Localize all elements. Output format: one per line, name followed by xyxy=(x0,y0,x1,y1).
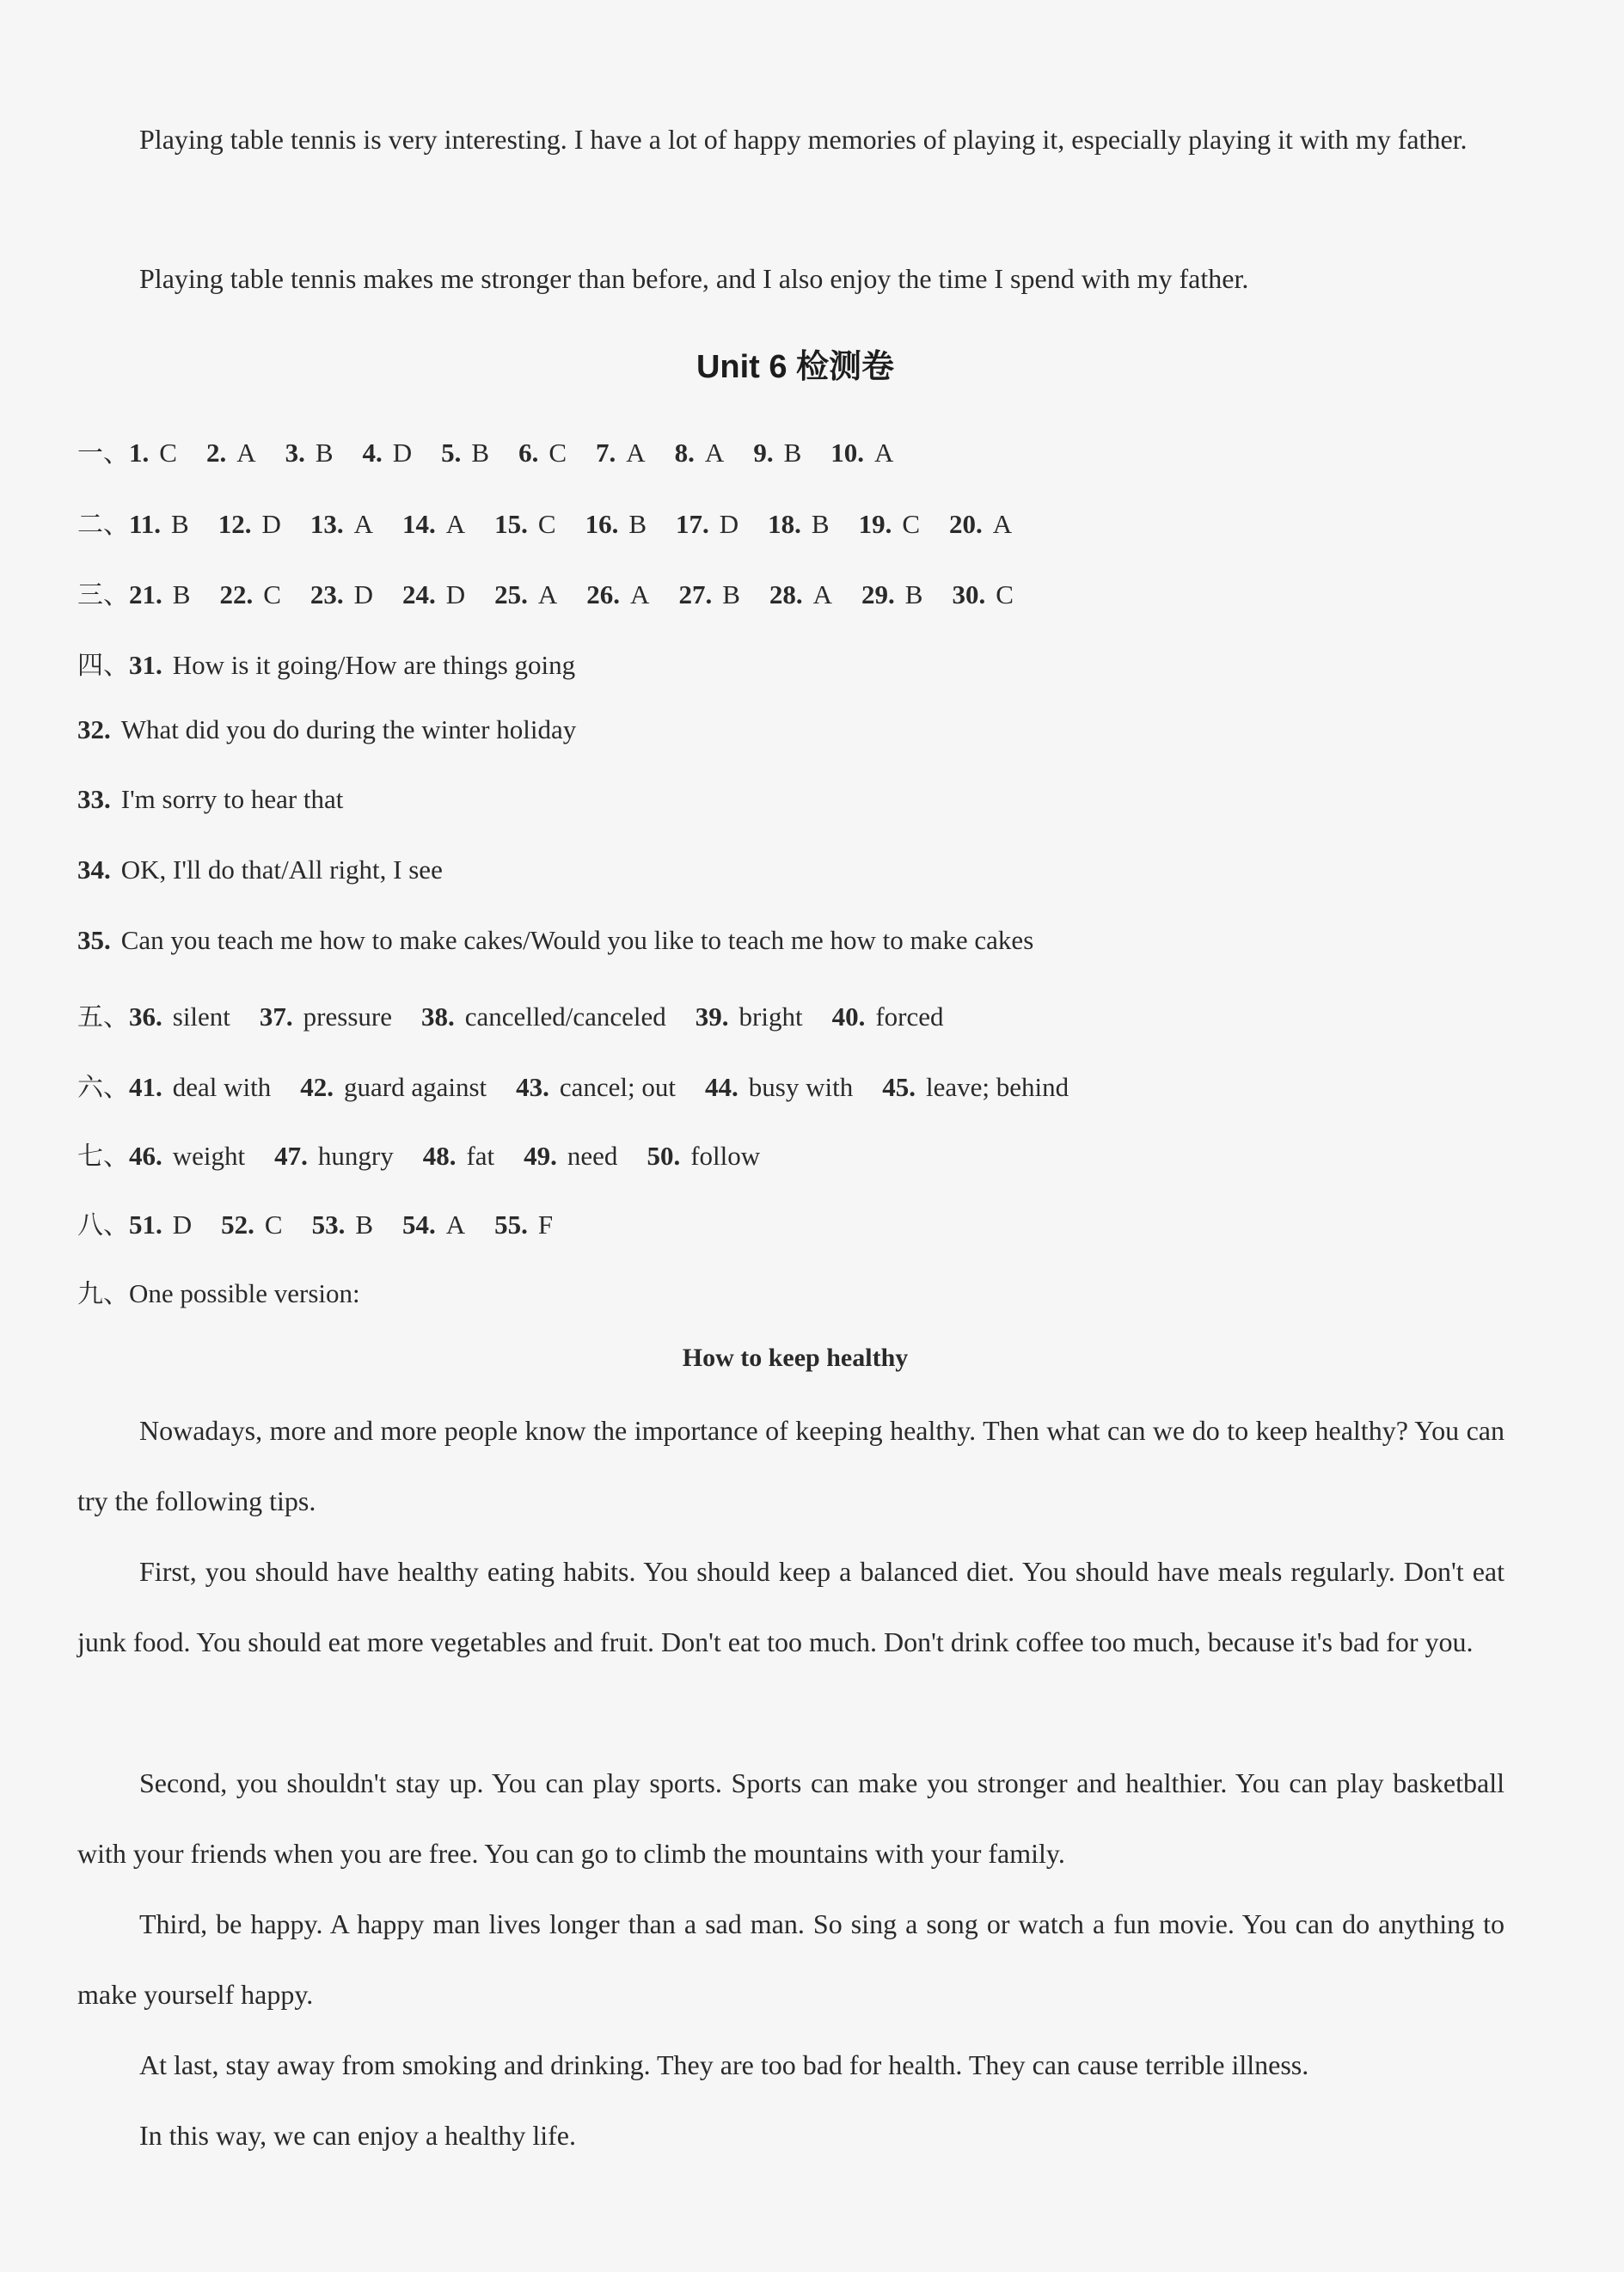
essay-paragraph: Second, you shouldn't stay up. You can play sports. Sports can make you stronger and healthier. You can play basketball with your friends when you are free. You can go to climb the mountains with your family. xyxy=(77,1767,1504,1869)
answer-text: D xyxy=(392,438,413,468)
answer-item xyxy=(300,1072,487,1102)
essay-paragraph: Nowadays, more and more people know the importance of keeping healthy. Then what can we do to keep healthy? You can try the following tips. xyxy=(77,1415,1504,1516)
question-number: 44. xyxy=(705,1072,738,1102)
question-number: 53. xyxy=(311,1209,346,1240)
answer-item xyxy=(882,1072,1069,1102)
answer-item xyxy=(77,784,343,814)
question-number: 34. xyxy=(77,854,111,885)
question-number: 32. xyxy=(77,714,111,744)
answer-item xyxy=(441,438,489,468)
question-number: 49. xyxy=(524,1141,557,1171)
answer-text: A xyxy=(812,579,833,609)
answer-item xyxy=(129,579,190,609)
answer-item xyxy=(129,1209,192,1240)
section-label: 八、 xyxy=(77,1210,129,1240)
answer-text: C xyxy=(996,579,1014,609)
question-number: 21. xyxy=(129,579,162,609)
question-number: 28. xyxy=(769,579,803,609)
answer-item xyxy=(221,1209,282,1240)
question-number: 11. xyxy=(129,509,162,539)
answer-text: bright xyxy=(738,1001,803,1032)
answer-text: B xyxy=(355,1209,374,1240)
question-number: 27. xyxy=(678,579,713,609)
answer-text: A xyxy=(992,509,1013,539)
question-number: 1. xyxy=(129,438,150,468)
answer-item xyxy=(494,1209,553,1240)
answer-item xyxy=(678,579,739,609)
question-number: 25. xyxy=(494,579,528,609)
answer-text: leave; behind xyxy=(925,1072,1069,1102)
question-number: 45. xyxy=(882,1072,916,1102)
answer-item xyxy=(402,509,465,539)
answer-item xyxy=(675,438,725,468)
answer-text: C xyxy=(264,1209,283,1240)
answer-text: C xyxy=(263,579,281,609)
question-number: 33. xyxy=(77,784,111,814)
question-number: 48. xyxy=(422,1141,457,1171)
essay-paragraph: Third, be happy. A happy man lives longer than a sad man. So sing a song or watch a fun movie. You can do anything to make yourself happy. xyxy=(77,1908,1504,2010)
question-number: 14. xyxy=(402,509,436,539)
answer-item xyxy=(861,579,922,609)
answer-text: C xyxy=(548,438,567,468)
answer-text: A xyxy=(630,579,650,609)
question-number: 10. xyxy=(830,438,864,468)
answer-text: OK, I'll do that/All right, I see xyxy=(120,854,443,885)
question-number: 7. xyxy=(596,438,616,468)
answer-row xyxy=(77,925,1063,956)
answer-text: D xyxy=(353,579,374,609)
answer-item xyxy=(832,1001,944,1032)
answer-item xyxy=(402,1209,465,1240)
answer-item xyxy=(218,509,281,539)
answer-text: A xyxy=(874,438,894,468)
section-label: 九、 xyxy=(77,1279,129,1309)
answer-text: A xyxy=(626,438,646,468)
section-label: 七、 xyxy=(77,1142,129,1172)
answer-text: D xyxy=(172,1209,193,1240)
answer-item xyxy=(129,1001,230,1032)
answer-text: D xyxy=(719,509,739,539)
answer-item xyxy=(129,438,177,468)
answer-item xyxy=(949,509,1012,539)
question-number: 6. xyxy=(518,438,539,468)
answer-text: B xyxy=(904,579,923,609)
answer-text: B xyxy=(722,579,740,609)
question-number: 40. xyxy=(831,1001,866,1032)
question-number: 5. xyxy=(441,438,462,468)
answer-row xyxy=(77,644,604,682)
answer-item xyxy=(696,1001,803,1032)
answer-text: fat xyxy=(466,1141,495,1171)
answer-text: A xyxy=(704,438,725,468)
answer-item xyxy=(859,509,920,539)
question-number: 51. xyxy=(129,1209,162,1240)
question-number: 29. xyxy=(861,579,895,609)
question-number: 13. xyxy=(309,509,344,539)
answer-text: silent xyxy=(172,1001,230,1032)
answer-text: B xyxy=(471,438,490,468)
answer-item xyxy=(77,925,1033,955)
question-number: 18. xyxy=(768,509,801,539)
question-number: 9. xyxy=(753,438,774,468)
answer-item xyxy=(596,438,646,468)
answer-item xyxy=(206,438,256,468)
question-number: 50. xyxy=(647,1141,681,1171)
answer-text: B xyxy=(783,438,802,468)
answer-item xyxy=(285,438,334,468)
answer-item xyxy=(647,1141,760,1171)
answer-text: B xyxy=(172,579,191,609)
answer-item xyxy=(129,1072,271,1102)
answer-item xyxy=(129,509,189,539)
answer-item xyxy=(421,1001,666,1032)
answer-item xyxy=(768,509,829,539)
question-number: 19. xyxy=(858,509,892,539)
unit-title: Unit 6 检测卷 xyxy=(696,349,895,385)
answer-text: A xyxy=(537,579,558,609)
essay-paragraph: At last, stay away from smoking and drinking. They are too bad for health. They can cause terrible illness. xyxy=(139,2049,1309,2080)
answer-row xyxy=(77,503,1041,541)
answer-row xyxy=(77,714,605,745)
answer-item xyxy=(312,1209,373,1240)
answer-text: D xyxy=(261,509,281,539)
question-number: 54. xyxy=(402,1209,436,1240)
question-number: 22. xyxy=(219,579,254,609)
answer-text: A xyxy=(445,1209,466,1240)
question-number: 2. xyxy=(205,438,227,468)
answer-text: B xyxy=(628,509,647,539)
writing-intro-row xyxy=(77,1272,360,1310)
answer-item xyxy=(310,509,373,539)
question-number: 38. xyxy=(420,1001,455,1032)
answer-row xyxy=(77,432,922,469)
answer-text: C xyxy=(159,438,177,468)
answer-text: B xyxy=(811,509,830,539)
answer-item xyxy=(516,1072,676,1102)
answer-text: A xyxy=(445,509,466,539)
answer-text: C xyxy=(537,509,556,539)
section-label: 一、 xyxy=(77,438,129,468)
intro-paragraph-1: Playing table tennis is very interesting. I have a lot of happy memories of playing it, especially playing it with my father. xyxy=(139,124,1468,155)
answer-item xyxy=(586,579,649,609)
section-label: 五、 xyxy=(77,1002,129,1032)
question-number: 3. xyxy=(285,438,305,468)
answer-item xyxy=(260,1001,392,1032)
answer-text: need xyxy=(567,1141,618,1171)
answer-text: cancelled/canceled xyxy=(464,1001,666,1032)
answer-item xyxy=(274,1141,394,1171)
question-number: 42. xyxy=(300,1072,334,1102)
answer-item xyxy=(753,438,801,468)
question-number: 36. xyxy=(129,1001,162,1032)
question-number: 26. xyxy=(586,579,621,609)
answer-item xyxy=(363,438,413,468)
essay-paragraph: In this way, we can enjoy a healthy life. xyxy=(139,2120,576,2151)
section-label: 四、 xyxy=(77,651,129,681)
question-number: 46. xyxy=(129,1141,162,1171)
answer-item xyxy=(77,714,576,744)
answer-item xyxy=(129,1141,245,1171)
answer-text: A xyxy=(236,438,256,468)
intro-paragraph-2: Playing table tennis makes me stronger than before, and I also enjoy the time I spend with my father. xyxy=(139,263,1249,294)
answer-text: cancel; out xyxy=(559,1072,677,1102)
answer-text: guard against xyxy=(344,1072,487,1102)
question-number: 30. xyxy=(952,579,986,609)
section-label: 三、 xyxy=(77,580,129,610)
answer-row xyxy=(77,1203,582,1241)
answer-text: busy with xyxy=(748,1072,854,1102)
answer-text: F xyxy=(537,1209,554,1240)
answer-text: D xyxy=(445,579,466,609)
answer-row xyxy=(77,1066,1098,1104)
question-number: 12. xyxy=(218,509,252,539)
question-number: 52. xyxy=(221,1209,254,1240)
answer-item xyxy=(705,1072,853,1102)
question-number: 35. xyxy=(77,925,111,955)
answer-text: hungry xyxy=(317,1141,394,1171)
section-label: 六、 xyxy=(77,1073,129,1103)
writing-intro: One possible version: xyxy=(129,1278,360,1308)
answer-item xyxy=(402,579,465,609)
question-number: 4. xyxy=(362,438,383,468)
question-number: 31. xyxy=(129,650,162,680)
answer-row xyxy=(77,784,372,815)
answer-text: pressure xyxy=(303,1001,392,1032)
answer-item xyxy=(494,579,557,609)
answer-row xyxy=(77,995,973,1033)
answer-text: forced xyxy=(875,1001,944,1032)
question-number: 43. xyxy=(516,1072,549,1102)
question-number: 47. xyxy=(274,1141,308,1171)
question-number: 20. xyxy=(949,509,983,539)
answer-text: follow xyxy=(690,1141,761,1171)
answer-text: B xyxy=(315,438,334,468)
answer-item xyxy=(219,579,280,609)
question-number: 37. xyxy=(259,1001,293,1032)
answer-item xyxy=(494,509,555,539)
question-number: 8. xyxy=(674,438,695,468)
question-number: 15. xyxy=(494,509,528,539)
answer-text: C xyxy=(902,509,921,539)
question-number: 17. xyxy=(676,509,709,539)
answer-text: weight xyxy=(172,1141,246,1171)
answer-item xyxy=(952,579,1013,609)
answer-text: deal with xyxy=(172,1072,272,1102)
answer-text: How is it going/How are things going xyxy=(172,650,576,680)
section-label: 二、 xyxy=(77,510,129,540)
answer-row xyxy=(77,1135,789,1173)
answer-text: I'm sorry to hear that xyxy=(120,784,344,814)
answer-item xyxy=(830,438,893,468)
answer-item xyxy=(423,1141,494,1171)
answer-item xyxy=(310,579,373,609)
answer-item xyxy=(769,579,832,609)
answer-item xyxy=(129,650,575,680)
answer-item xyxy=(518,438,567,468)
question-number: 39. xyxy=(695,1001,729,1032)
answer-item xyxy=(676,509,738,539)
answer-item xyxy=(524,1141,617,1171)
essay-title: How to keep healthy xyxy=(682,1344,909,1372)
question-number: 41. xyxy=(129,1072,162,1102)
answer-text: What did you do during the winter holiday xyxy=(120,714,577,744)
question-number: 16. xyxy=(585,509,619,539)
answer-text: A xyxy=(353,509,374,539)
answer-row xyxy=(77,573,1043,611)
question-number: 55. xyxy=(494,1209,528,1240)
answer-row xyxy=(77,854,472,885)
essay-paragraph: First, you should have healthy eating habits. You should keep a balanced diet. You should have meals regularly. Don't eat junk food. You should eat more vegetables and fruit. Don't eat too much. Don't drink coffee too much, because it's bad for you. xyxy=(77,1556,1504,1657)
question-number: 23. xyxy=(309,579,344,609)
question-number: 24. xyxy=(402,579,436,609)
answer-text: Can you teach me how to make cakes/Would you like to teach me how to make cakes xyxy=(120,925,1034,955)
answer-item xyxy=(77,854,443,885)
answer-text: B xyxy=(171,509,189,539)
answer-item xyxy=(585,509,647,539)
